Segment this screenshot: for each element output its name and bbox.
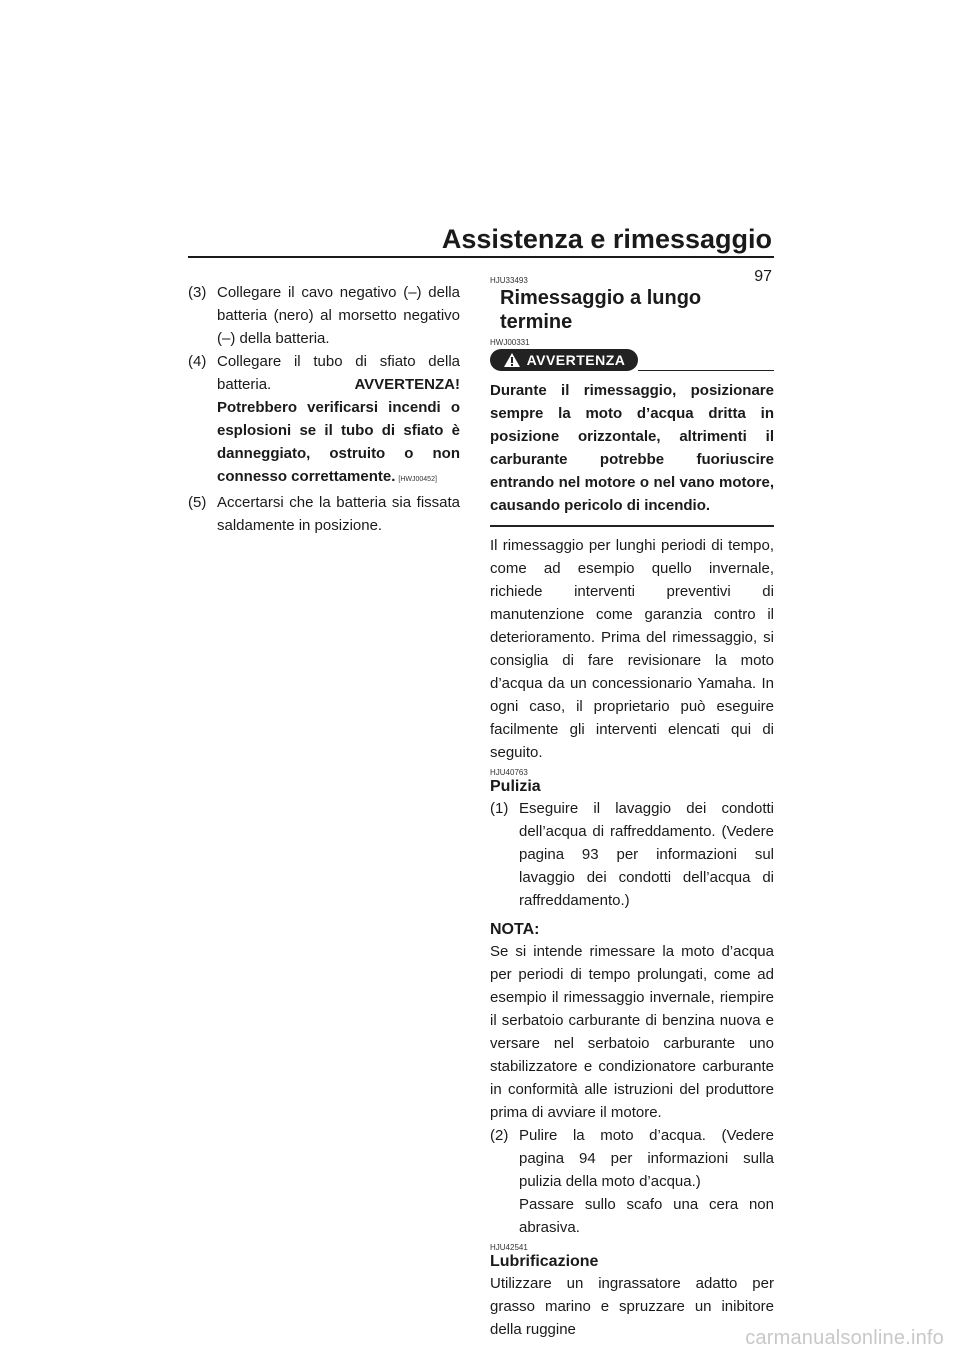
pulizia-code: HJU40763 [490,768,528,777]
section-code: HJU33493 [490,276,528,285]
warning-triangle-icon [503,352,521,368]
warning-code: [HWJ00452] [398,476,437,483]
left-column [188,281,460,537]
intro-paragraph: Il rimessaggio per lunghi periodi di tempo, come ad esempio quello invernale, richiede interventi preventivi di manutenzione come garanzia contro il deterioramento. Prima del rimessaggio, si consiglia di fare revisionare la moto d’acqua da un concessionario Yamaha. In ogni caso, il proprietario può eseguire facilmente gli interventi elencati qui di seguito. [490,537,774,761]
watermark: carmanualsonline.info [745,1327,944,1349]
step-3 [188,281,460,350]
step-number: (1) [490,800,509,817]
right-column [490,276,774,1341]
nota-text: Se si intende rimessare la moto d’acqua per periodi di tempo prolungati, come ad esempio il rimessaggio invernale, riempire il serbatoio carburante di benzina nuova e versare nel serbatoio carburante uno stabilizzatore e condizionatore carburante in conformità alle istruzioni del produttore prima di avviare il motore. [490,943,774,1121]
warning-header-line [638,370,774,371]
nota-label: NOTA: [490,921,540,938]
step-text: Collegare il cavo negativo (–) della batteria (nero) al morsetto negativo (–) della batteria. [217,284,460,347]
lubrificazione-heading: Lubrificazione [490,1253,599,1270]
warning-badge [490,349,638,371]
lubrificazione-text: Utilizzare un ingrassatore adatto per grasso marino e spruzzare un inibitore della ruggine [490,1275,774,1338]
step-text: Pulire la moto d’acqua. (Vedere pagina 94 per informazioni sulla pulizia della moto d’acqua.) [519,1127,774,1190]
step-4 [188,350,460,491]
title-rule [188,256,774,258]
pulizia-heading: Pulizia [490,778,541,795]
step-text: Eseguire il lavaggio dei condotti dell’acqua di raffreddamento. (Vedere pagina 93 per informazioni sul lavaggio dei condotti dell’acqua di raffreddamento.) [519,800,774,909]
lubrificazione-code: HJU42541 [490,1243,528,1252]
warning-header [490,349,774,371]
step-number: (4) [188,353,207,370]
warning-label: AVVERTENZA [526,352,626,368]
page-number: 97 [754,268,772,285]
step-number: (5) [188,494,207,511]
step-number: (3) [188,284,207,301]
warning-code: HWJ00331 [490,338,530,347]
section-title: Rimessaggio a lungo termine [500,287,702,333]
warning-bottom-rule [490,525,774,527]
pulizia-step-1 [490,797,774,912]
step-5 [188,491,460,537]
step-text-b: Passare sullo scafo una cera non abrasiva. [519,1196,774,1236]
step-text: Collegare il tubo di sfiato della batteria. [217,353,460,393]
warning-text: Durante il rimessaggio, posizionare sempre la moto d’acqua dritta in posizione orizzontale, altrimenti il carburante potrebbe fuoriuscire entrando nel motore o nel vano motore, causando pericolo di incendio. [490,382,774,514]
page-title: Assistenza e rimessaggio [441,224,772,254]
inline-warning: AVVERTENZA! Potrebbero verificarsi incendi o esplosioni se il tubo di sfiato è danneggiato, ostruito o non connesso correttamente. [217,376,460,485]
pulizia-step-2 [490,1124,774,1239]
warning-box [490,349,774,527]
step-text: Accertarsi che la batteria sia fissata saldamente in posizione. [217,494,460,534]
step-number: (2) [490,1127,509,1144]
